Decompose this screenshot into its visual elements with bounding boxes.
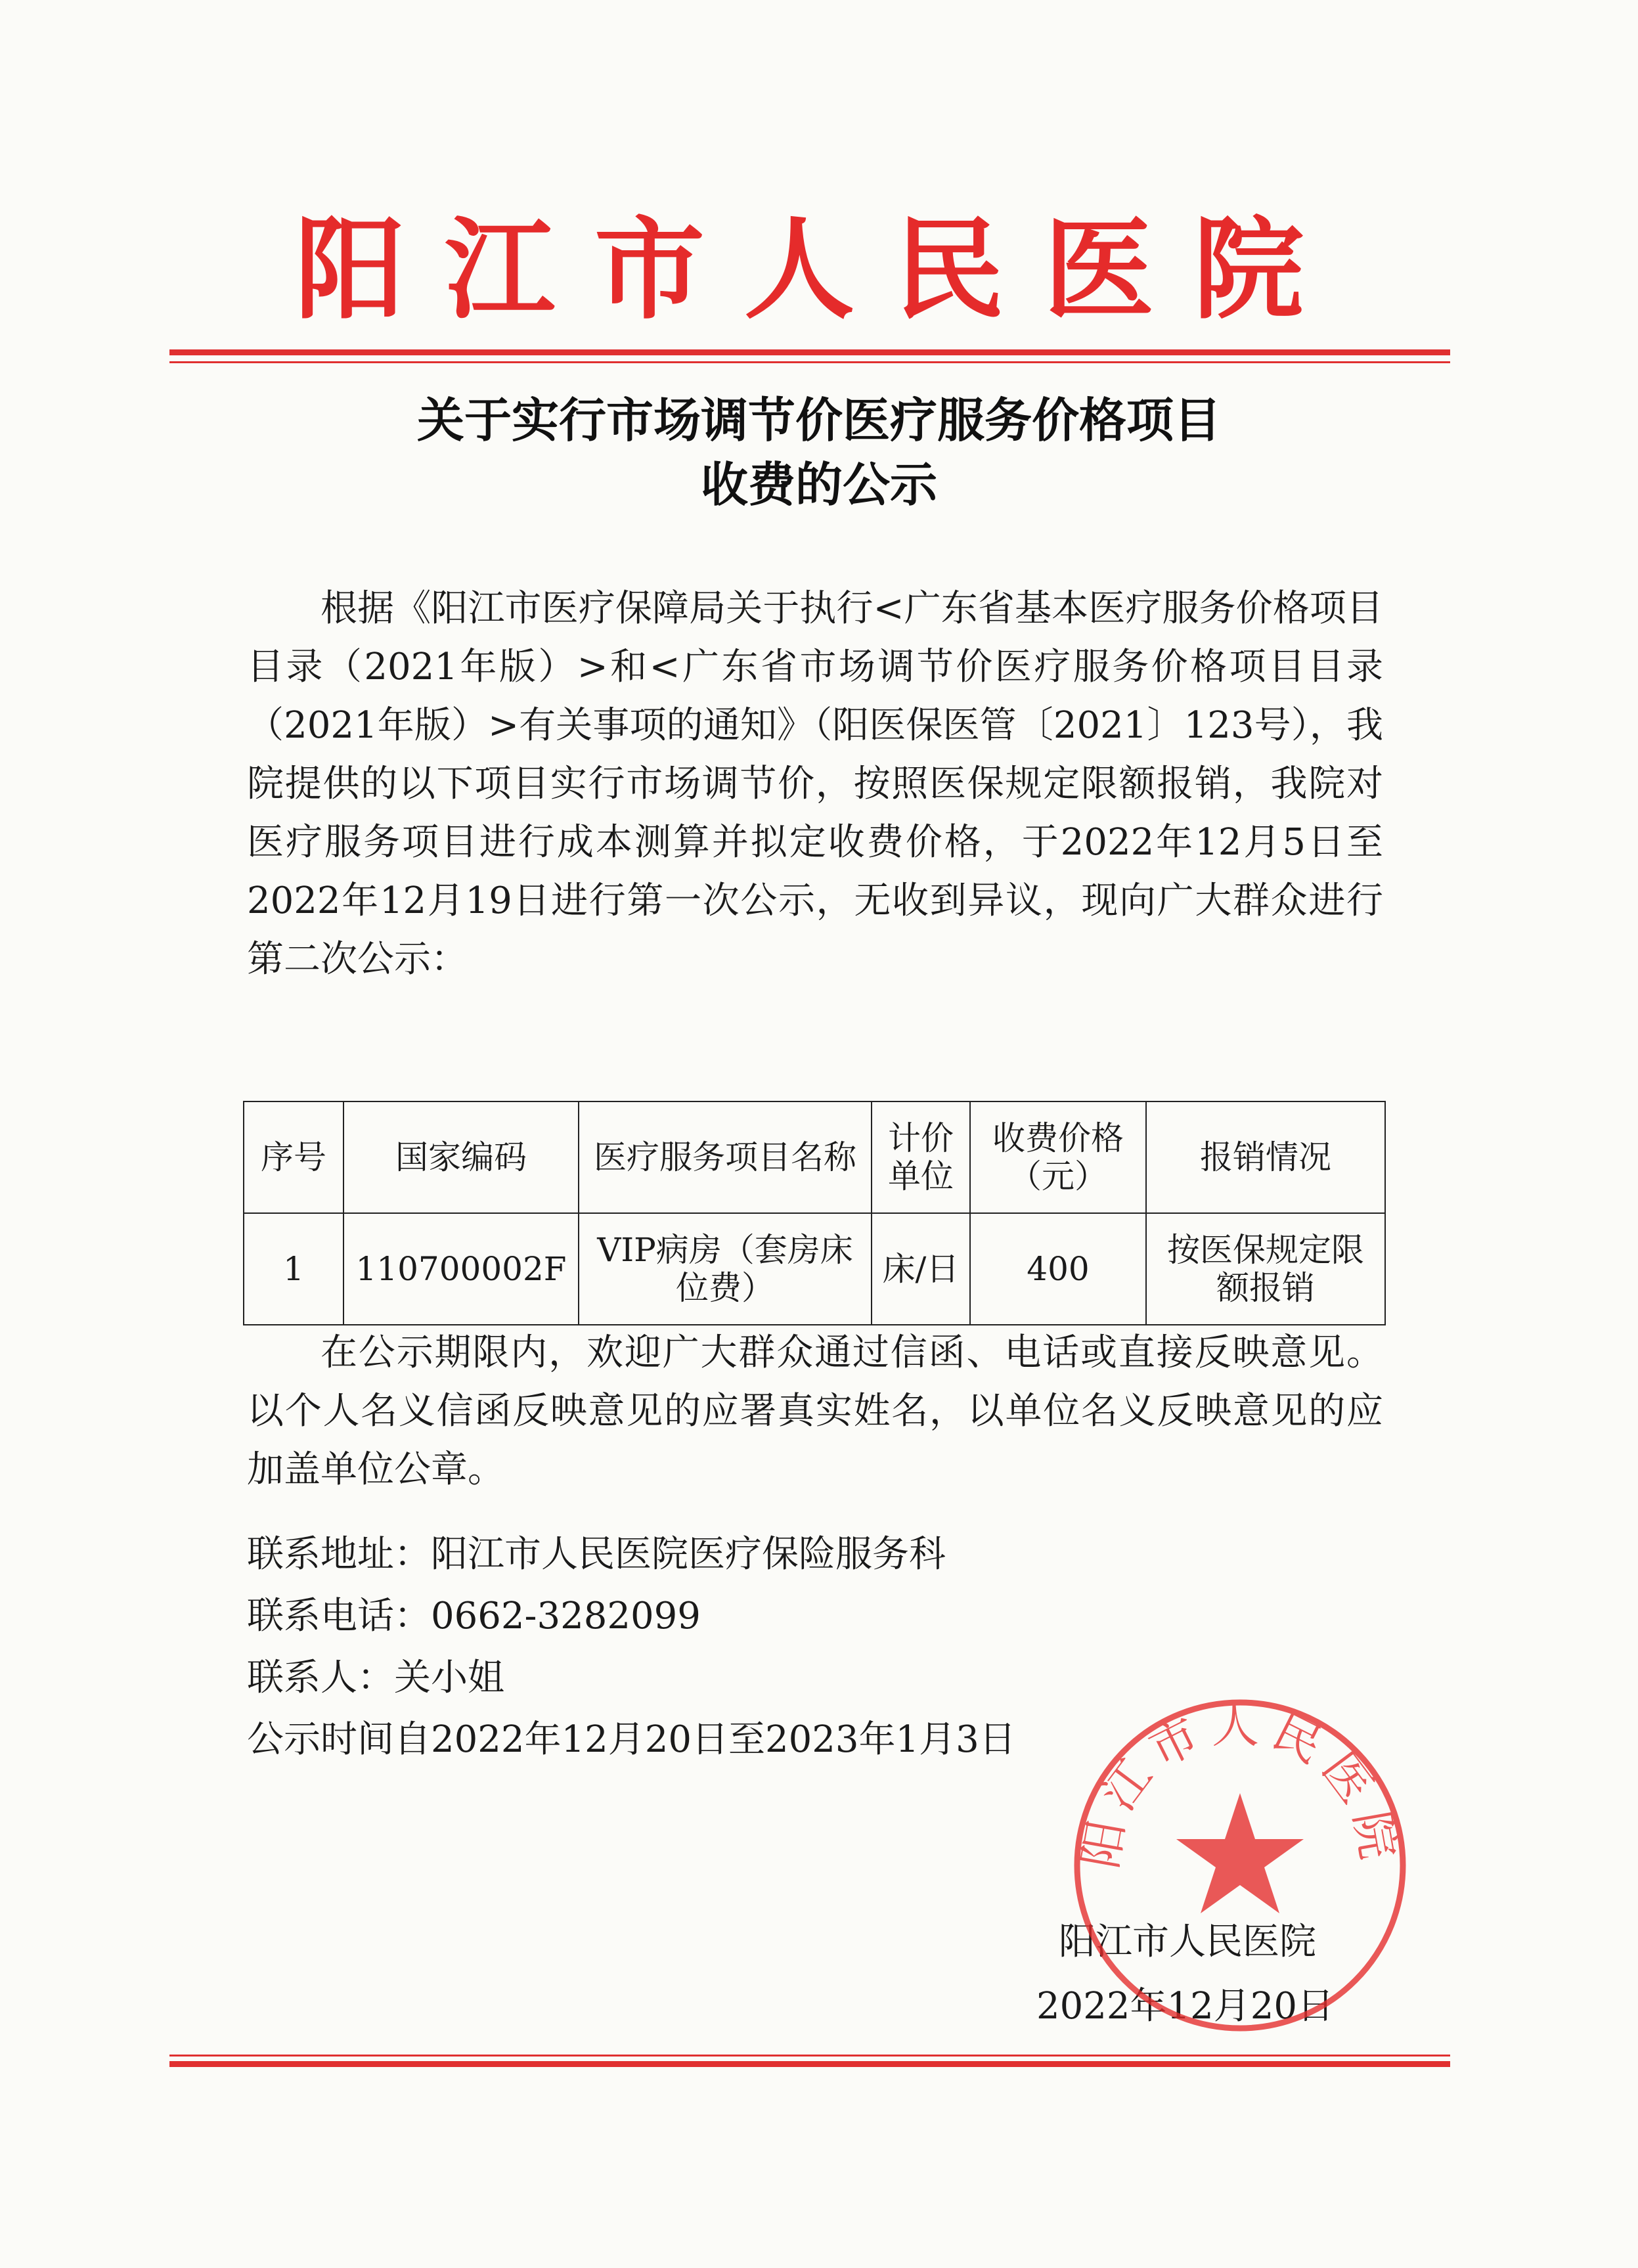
signature-date: 2022年12月20日 bbox=[1036, 1985, 1335, 2028]
notice-title-line1: 关于实行市场调节价医疗服务价格项目 bbox=[416, 392, 1221, 448]
contact-phone: 联系电话：0662-3282099 bbox=[247, 1595, 701, 1637]
masthead: 阳江市人民医院 bbox=[295, 204, 1343, 334]
cell-price: 400 bbox=[970, 1213, 1146, 1325]
header-unit: 计价单位 bbox=[872, 1101, 970, 1213]
cell-code: 110700002F bbox=[343, 1213, 579, 1325]
header-code: 国家编码 bbox=[343, 1101, 579, 1213]
footer-rule-thin bbox=[169, 2055, 1450, 2057]
notice-period: 公示时间自2022年12月20日至2023年1月3日 bbox=[247, 1718, 1016, 1761]
body-paragraph-1: 根据《阳江市医疗保障局关于执行<广东省基本医疗服务价格项目目录（2021年版）>和<广东省市场调节价医疗服务价格项目目录（2021年版）>有关事项的通知》（阳医保医管〔2021〕123号），我院提供的以下项目实行市场调节价，按照医保规定限额报销，我院对医疗服务项目进行成本测算并拟定收费价格，于2022年12月5日至2022年12月19日进行第一次公示，无收到异议，现向广大群众进行第二次公示： bbox=[247, 587, 1383, 981]
header-item-name: 医疗服务项目名称 bbox=[579, 1101, 872, 1213]
cell-unit: 床/日 bbox=[872, 1213, 970, 1325]
seal-star-icon bbox=[1176, 1793, 1304, 1913]
official-seal bbox=[1069, 1695, 1411, 2036]
header-seq: 序号 bbox=[244, 1101, 343, 1213]
signature-organization: 阳江市人民医院 bbox=[1059, 1921, 1316, 1963]
masthead-rule-thick bbox=[169, 349, 1450, 355]
contact-person: 联系人：关小姐 bbox=[247, 1657, 504, 1699]
header-price: 收费价格（元） bbox=[970, 1101, 1146, 1213]
table-header-row bbox=[244, 1101, 1385, 1213]
masthead-rule-thin bbox=[169, 361, 1450, 363]
body-paragraph-2: 在公示期限内，欢迎广大群众通过信函、电话或直接反映意见。以个人名义信函反映意见的应署真实姓名，以单位名义反映意见的应加盖单位公章。 bbox=[247, 1331, 1383, 1491]
contact-address: 联系地址：阳江市人民医院医疗保险服务科 bbox=[247, 1533, 946, 1576]
price-table bbox=[243, 1101, 1386, 1325]
seal-text: 阳江市人民医院 bbox=[1072, 1698, 1408, 1873]
notice-title-line2: 收费的公示 bbox=[700, 456, 937, 512]
cell-seq: 1 bbox=[244, 1213, 343, 1325]
cell-item-name: VIP病房（套房床位费） bbox=[579, 1213, 872, 1325]
cell-reimbursement: 按医保规定限额报销 bbox=[1146, 1213, 1385, 1325]
header-reimbursement: 报销情况 bbox=[1146, 1101, 1385, 1213]
footer-rule-thick bbox=[169, 2061, 1450, 2067]
table-row bbox=[244, 1213, 1385, 1325]
